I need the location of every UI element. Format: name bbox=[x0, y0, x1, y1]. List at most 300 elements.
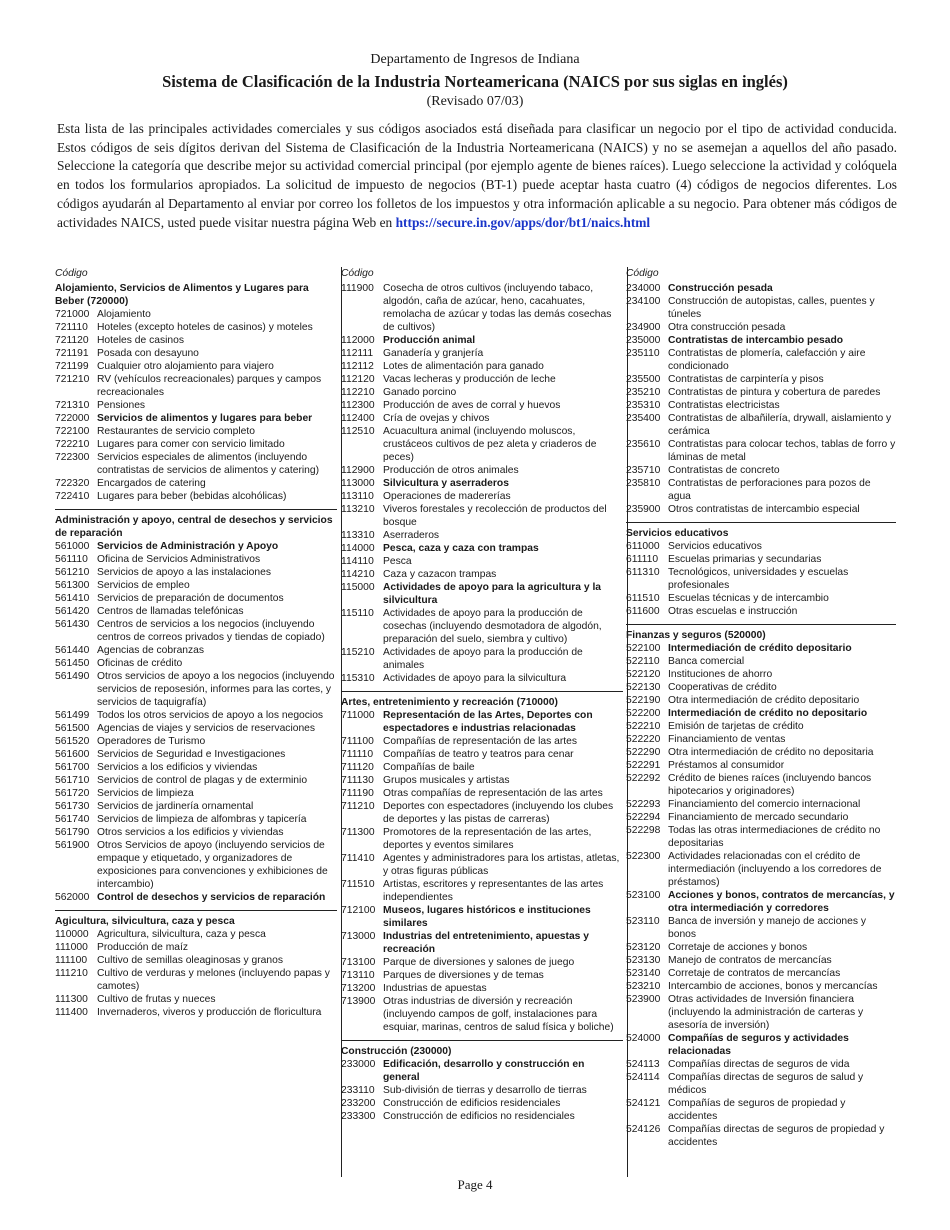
naics-code: 722210 bbox=[55, 439, 90, 450]
naics-entry bbox=[626, 605, 896, 618]
category-section bbox=[55, 282, 337, 507]
naics-description: Servicios de Seguridad e Investigaciones bbox=[97, 749, 286, 760]
naics-code: 561790 bbox=[55, 827, 90, 838]
naics-code: 235000 bbox=[626, 335, 661, 346]
naics-entry bbox=[55, 928, 337, 941]
naics-code: 115000 bbox=[341, 582, 375, 593]
naics-description: Encargados de catering bbox=[97, 478, 206, 489]
naics-code: 561720 bbox=[55, 788, 90, 799]
revision-date: (Revisado 07/03) bbox=[426, 94, 524, 109]
naics-description: Oficinas de crédito bbox=[97, 658, 183, 669]
naics-entry bbox=[341, 1097, 623, 1110]
naics-code: 561500 bbox=[55, 723, 90, 734]
naics-description: Emisión de tarjetas de crédito bbox=[668, 721, 804, 732]
naics-description: Construcción pesada bbox=[668, 283, 773, 294]
naics-entry bbox=[55, 891, 337, 904]
naics-description: Actividades de apoyo para la producción de cosechas (incluyendo desmotadora de algodón, preparación del suelo, siembra y cultivo) bbox=[383, 608, 602, 645]
naics-description: Servicios de Administración y Apoyo bbox=[97, 541, 279, 552]
naics-entry bbox=[626, 720, 896, 733]
category-title: Servicios educativos bbox=[626, 528, 729, 539]
naics-description: Oficina de Servicios Administrativos bbox=[97, 554, 261, 565]
naics-description: Banca comercial bbox=[668, 656, 745, 667]
naics-entry bbox=[55, 412, 337, 425]
naics-entry bbox=[626, 438, 896, 464]
naics-code: 561440 bbox=[55, 645, 90, 656]
naics-entry bbox=[55, 954, 337, 967]
naics-code: 235500 bbox=[626, 374, 661, 385]
naics-entry bbox=[626, 707, 896, 720]
naics-code: 611110 bbox=[626, 554, 659, 565]
naics-description: Contratistas de carpintería y pisos bbox=[668, 374, 824, 385]
naics-entry bbox=[55, 438, 337, 451]
naics-description: Silvicultura y aserraderos bbox=[383, 478, 509, 489]
naics-description: Lotes de alimentación para ganado bbox=[383, 361, 544, 372]
naics-description: Sub-división de tierras y desarrollo de tierras bbox=[383, 1085, 587, 1096]
naics-entry bbox=[626, 980, 896, 993]
naics-description: Artistas, escritores y representantes de las artes independientes bbox=[383, 879, 604, 903]
naics-description: Cosecha de otros cultivos (incluyendo tabaco, algodón, caña de azúcar, heno, cacahuates, remolacha de azúcar y todas las demás cosechas de cultivos) bbox=[383, 283, 612, 333]
naics-entry bbox=[341, 930, 623, 956]
naics-description: Pesca bbox=[383, 556, 412, 567]
naics-description: Escuelas primarias y secundarias bbox=[668, 554, 822, 565]
category-title: Alojamiento, Servicios de Alimentos y Lugares para Beber (720000) bbox=[55, 283, 309, 307]
naics-entry bbox=[626, 889, 896, 915]
naics-code: 522291 bbox=[626, 760, 661, 771]
naics-entry bbox=[341, 503, 623, 529]
naics-entry bbox=[626, 733, 896, 746]
naics-entry bbox=[626, 347, 896, 373]
naics-code: 112111 bbox=[341, 348, 374, 359]
naics-entry bbox=[341, 761, 623, 774]
naics-description: Cultivo de verduras y melones (incluyendo papas y camotes) bbox=[97, 968, 330, 992]
naics-code: 235400 bbox=[626, 413, 661, 424]
naics-description: Instituciones de ahorro bbox=[668, 669, 773, 680]
naics-entry bbox=[55, 709, 337, 722]
naics-entry bbox=[341, 995, 623, 1034]
category-section bbox=[626, 624, 896, 1153]
naics-code: 711120 bbox=[341, 762, 374, 773]
naics-code: 113310 bbox=[341, 530, 375, 541]
naics-entry bbox=[55, 425, 337, 438]
naics-description: Alojamiento bbox=[97, 309, 151, 320]
naics-entry bbox=[341, 826, 623, 852]
naics-entry bbox=[55, 839, 337, 891]
naics-code: 115210 bbox=[341, 647, 375, 658]
naics-code: 111000 bbox=[55, 942, 88, 953]
department-name: Departamento de Ingresos de Indiana bbox=[370, 52, 580, 67]
naics-entry bbox=[55, 373, 337, 399]
naics-code: 711130 bbox=[341, 775, 374, 786]
category-section bbox=[341, 1040, 623, 1127]
naics-description: Hoteles de casinos bbox=[97, 335, 185, 346]
naics-entry bbox=[55, 618, 337, 644]
naics-entry bbox=[626, 553, 896, 566]
naics-entry bbox=[55, 308, 337, 321]
naics-code: 522220 bbox=[626, 734, 661, 745]
naics-entry bbox=[626, 655, 896, 668]
naics-entry bbox=[341, 709, 623, 735]
naics-code: 522292 bbox=[626, 773, 661, 784]
naics-description: Otras escuelas e instrucción bbox=[668, 606, 798, 617]
naics-code: 711510 bbox=[341, 879, 375, 890]
naics-code: 561000 bbox=[55, 541, 90, 552]
naics-code: 713900 bbox=[341, 996, 376, 1007]
code-column-header: Código bbox=[341, 268, 374, 279]
naics-code: 711410 bbox=[341, 853, 375, 864]
naics-entry bbox=[55, 670, 337, 709]
naics-entry bbox=[341, 464, 623, 477]
naics-entry bbox=[626, 477, 896, 503]
naics-code: 111400 bbox=[55, 1007, 88, 1018]
naics-code: 114210 bbox=[341, 569, 375, 580]
naics-code: 522294 bbox=[626, 812, 661, 823]
naics-description: Producción de aves de corral y huevos bbox=[383, 400, 561, 411]
naics-entry bbox=[55, 490, 337, 503]
naics-code: 233000 bbox=[341, 1059, 376, 1070]
naics-code: 562000 bbox=[55, 892, 90, 903]
naics-code: 110000 bbox=[55, 929, 89, 940]
category-section bbox=[55, 910, 337, 1023]
naics-entry bbox=[626, 386, 896, 399]
naics-description: Tecnológicos, universidades y escuelas profesionales bbox=[668, 567, 849, 591]
naics-description: Otros Servicios de apoyo (incluyendo servicios de empaque y etiquetado, y organizadores de exposiciones para convenciones y exhibiciones de intercambio) bbox=[97, 840, 328, 890]
naics-entry bbox=[341, 399, 623, 412]
naics-code: 522298 bbox=[626, 825, 661, 836]
naics-description: Centros de servicios a los negocios (incluyendo centros de correos privados y tiendas de copiado) bbox=[97, 619, 325, 643]
naics-entry bbox=[55, 566, 337, 579]
naics-code: 721310 bbox=[55, 400, 90, 411]
naics-description: Compañías de seguros de propiedad y accidentes bbox=[668, 1098, 846, 1122]
naics-code: 711000 bbox=[341, 710, 375, 721]
naics-entry bbox=[55, 722, 337, 735]
naics-description: Financiamiento de ventas bbox=[668, 734, 786, 745]
naics-description: Contratistas de plomería, calefacción y aire condicionado bbox=[668, 348, 866, 372]
naics-description: Agencias de cobranzas bbox=[97, 645, 205, 656]
naics-entry bbox=[626, 1123, 896, 1149]
naics-code: 111210 bbox=[55, 968, 88, 979]
naics-entry bbox=[55, 605, 337, 618]
naics-description: Contratistas de intercambio pesado bbox=[668, 335, 844, 346]
naics-description: Operaciones de madererías bbox=[383, 491, 511, 502]
naics-entry bbox=[341, 581, 623, 607]
naics-code: 523100 bbox=[626, 890, 661, 901]
naics-description: Edificación, desarrollo y construcción en general bbox=[383, 1059, 585, 1083]
naics-entry bbox=[626, 503, 896, 516]
naics-description: Compañías de representación de las artes bbox=[383, 736, 578, 747]
naics-code: 722410 bbox=[55, 491, 90, 502]
naics-description: Otra construcción pesada bbox=[668, 322, 786, 333]
naics-entry bbox=[626, 954, 896, 967]
naics-entry bbox=[55, 540, 337, 553]
naics-entry bbox=[55, 993, 337, 1006]
naics-description: Servicios de empleo bbox=[97, 580, 190, 591]
category-section bbox=[626, 522, 896, 622]
naics-code: 235710 bbox=[626, 465, 661, 476]
naics-code: 522110 bbox=[626, 656, 660, 667]
naics-code: 722320 bbox=[55, 478, 90, 489]
naics-code: 561420 bbox=[55, 606, 90, 617]
naics-entry bbox=[341, 800, 623, 826]
naics-code: 561730 bbox=[55, 801, 90, 812]
naics-code: 611310 bbox=[626, 567, 660, 578]
naics-code: 713110 bbox=[341, 970, 375, 981]
naics-code: 722100 bbox=[55, 426, 90, 437]
naics-entry bbox=[626, 941, 896, 954]
naics-code: 713100 bbox=[341, 957, 376, 968]
naics-description: Compañías de teatro y teatros para cenar bbox=[383, 749, 574, 760]
naics-description: Museos, lugares históricos e instituciones similares bbox=[383, 905, 591, 929]
naics-description: Actividades de apoyo para la agricultura y la silvicultura bbox=[383, 582, 602, 606]
naics-code: 522210 bbox=[626, 721, 661, 732]
naics-description: Industrias del entretenimiento, apuestas y recreación bbox=[383, 931, 589, 955]
naics-code: 522100 bbox=[626, 643, 661, 654]
naics-entry bbox=[341, 373, 623, 386]
naics-description: Ganadería y granjería bbox=[383, 348, 484, 359]
naics-description: Compañías de seguros y actividades relacionadas bbox=[668, 1033, 849, 1057]
naics-description: Invernaderos, viveros y producción de floricultura bbox=[97, 1007, 322, 1018]
naics-entry bbox=[626, 746, 896, 759]
naics-description: Compañías directas de seguros de vida bbox=[668, 1059, 850, 1070]
naics-description: Todas las otras intermediaciones de crédito no depositarias bbox=[668, 825, 881, 849]
naics-code: 115310 bbox=[341, 673, 375, 684]
page-title: Sistema de Clasificación de la Industria Norteamericana (NAICS por sus siglas en inglés) bbox=[162, 72, 788, 91]
naics-entry bbox=[626, 772, 896, 798]
naics-description: Vacas lecheras y producción de leche bbox=[383, 374, 556, 385]
naics-description: Otra intermediación de crédito no depositaria bbox=[668, 747, 874, 758]
naics-description: Préstamos al consumidor bbox=[668, 760, 785, 771]
naics-code: 711190 bbox=[341, 788, 374, 799]
code-column-header: Código bbox=[55, 268, 88, 279]
naics-description: Compañías de baile bbox=[383, 762, 475, 773]
naics-code: 235310 bbox=[626, 400, 661, 411]
category-title: Construcción (230000) bbox=[341, 1046, 452, 1057]
naics-entry bbox=[341, 646, 623, 672]
naics-entry bbox=[341, 360, 623, 373]
naics-entry bbox=[55, 321, 337, 334]
naics-code: 561499 bbox=[55, 710, 90, 721]
naics-code: 722000 bbox=[55, 413, 90, 424]
naics-entry bbox=[626, 668, 896, 681]
naics-code: 711210 bbox=[341, 801, 375, 812]
naics-code: 561900 bbox=[55, 840, 90, 851]
naics-entry bbox=[55, 347, 337, 360]
naics-code: 111300 bbox=[55, 994, 88, 1005]
naics-entry bbox=[55, 334, 337, 347]
naics-code: 522120 bbox=[626, 669, 661, 680]
naics-description: Centros de llamadas telefónicas bbox=[97, 606, 244, 617]
naics-description: Corretaje de acciones y bonos bbox=[668, 942, 808, 953]
naics-entry bbox=[55, 451, 337, 477]
naics-entry bbox=[55, 1006, 337, 1019]
code-column-header: Código bbox=[626, 268, 659, 279]
naics-description: Construcción de edificios no residenciales bbox=[383, 1111, 575, 1122]
naics-description: Banca de inversión y manejo de acciones y bonos bbox=[668, 916, 867, 940]
naics-code: 713200 bbox=[341, 983, 376, 994]
naics-entry bbox=[626, 1032, 896, 1058]
naics-entry bbox=[341, 490, 623, 503]
naics-code: 234100 bbox=[626, 296, 661, 307]
naics-description: Industrias de apuestas bbox=[383, 983, 487, 994]
naics-entry bbox=[626, 798, 896, 811]
naics-entry bbox=[341, 1084, 623, 1097]
naics-code: 112120 bbox=[341, 374, 375, 385]
naics-description: Hoteles (excepto hoteles de casinos) y moteles bbox=[97, 322, 313, 333]
naics-description: Servicios de alimentos y lugares para beber bbox=[97, 413, 313, 424]
naics-entry bbox=[626, 566, 896, 592]
naics-description: Control de desechos y servicios de reparación bbox=[97, 892, 326, 903]
naics-entry bbox=[626, 412, 896, 438]
naics-description: Parques de diversiones y de temas bbox=[383, 970, 544, 981]
naics-entry bbox=[626, 399, 896, 412]
naics-description: Contratistas de pintura y cobertura de paredes bbox=[668, 387, 881, 398]
naics-code: 561110 bbox=[55, 554, 88, 565]
naics-code: 561600 bbox=[55, 749, 90, 760]
naics-entry bbox=[55, 579, 337, 592]
naics-description: Pesca, caza y caza con trampas bbox=[383, 543, 539, 554]
naics-description: Pensiones bbox=[97, 400, 146, 411]
category-title: Finanzas y seguros (520000) bbox=[626, 630, 766, 641]
naics-entry bbox=[626, 334, 896, 347]
naics-entry bbox=[626, 464, 896, 477]
naics-entry bbox=[55, 592, 337, 605]
naics-description: Agencias de viajes y servicios de reservaciones bbox=[97, 723, 316, 734]
naics-entry bbox=[55, 826, 337, 839]
naics-description: Producción de otros animales bbox=[383, 465, 519, 476]
naics-code: 721110 bbox=[55, 322, 88, 333]
naics-code: 561490 bbox=[55, 671, 90, 682]
naics-code: 721000 bbox=[55, 309, 90, 320]
naics-entry bbox=[626, 1097, 896, 1123]
naics-code: 523130 bbox=[626, 955, 661, 966]
naics-code: 114000 bbox=[341, 543, 375, 554]
naics-description: Representación de las Artes, Deportes con espectadores e industrias relacionadas bbox=[383, 710, 593, 734]
naics-description: Cooperativas de crédito bbox=[668, 682, 777, 693]
naics-code: 113110 bbox=[341, 491, 374, 502]
naics-code: 235210 bbox=[626, 387, 661, 398]
naics-entry bbox=[55, 787, 337, 800]
naics-code: 113000 bbox=[341, 478, 375, 489]
naics-entry bbox=[55, 813, 337, 826]
naics-entry bbox=[341, 425, 623, 464]
naics-entry bbox=[626, 759, 896, 772]
naics-description: Posada con desayuno bbox=[97, 348, 199, 359]
naics-description: Restaurantes de servicio completo bbox=[97, 426, 255, 437]
column-2 bbox=[341, 267, 628, 1177]
naics-code: 522200 bbox=[626, 708, 661, 719]
naics-description: Lugares para comer con servicio limitado bbox=[97, 439, 285, 450]
naics-code: 115110 bbox=[341, 608, 374, 619]
naics-entry bbox=[626, 1058, 896, 1071]
naics-entry bbox=[626, 967, 896, 980]
naics-description: Servicios de limpieza bbox=[97, 788, 194, 799]
naics-description: Lugares para beber (bebidas alcohólicas) bbox=[97, 491, 287, 502]
naics-entry bbox=[55, 748, 337, 761]
naics-description: Manejo de contratos de mercancías bbox=[668, 955, 832, 966]
naics-code: 234900 bbox=[626, 322, 661, 333]
naics-description: Acciones y bonos, contratos de mercancías, y otra intermediación y corredores bbox=[668, 890, 895, 914]
naics-entry bbox=[341, 878, 623, 904]
column-3 bbox=[626, 267, 896, 1177]
naics-entry bbox=[626, 681, 896, 694]
naics-description: Servicios educativos bbox=[668, 541, 762, 552]
naics-entry bbox=[55, 657, 337, 670]
naics-entry bbox=[341, 969, 623, 982]
naics-code: 112900 bbox=[341, 465, 375, 476]
naics-description: Actividades relacionadas con el crédito de intermediación (incluyendo a los corredores de préstamos) bbox=[668, 851, 882, 888]
naics-description: Todos los otros servicios de apoyo a los negocios bbox=[97, 710, 324, 721]
naics-code: 711300 bbox=[341, 827, 375, 838]
naics-link[interactable]: https://secure.in.gov/apps/dor/bt1/naics.html bbox=[395, 214, 651, 230]
naics-description: Otros servicios a los edificios y viviendas bbox=[97, 827, 284, 838]
naics-code: 112300 bbox=[341, 400, 375, 411]
naics-description: Contratistas de albañilería, drywall, aislamiento y cerámica bbox=[668, 413, 892, 437]
naics-code: 713000 bbox=[341, 931, 376, 942]
naics-description: Servicios de apoyo a las instalaciones bbox=[97, 567, 272, 578]
naics-code: 611000 bbox=[626, 541, 660, 552]
naics-description: Construcción de autopistas, calles, puentes y túneles bbox=[668, 296, 875, 320]
naics-description: Otras actividades de Inversión financiera (incluyendo la administración de carteras y asesoría de inversión) bbox=[668, 994, 864, 1031]
naics-entry bbox=[341, 555, 623, 568]
naics-code: 523900 bbox=[626, 994, 661, 1005]
naics-description: Actividades de apoyo para la producción de animales bbox=[383, 647, 583, 671]
naics-entry bbox=[341, 347, 623, 360]
naics-entry bbox=[626, 1071, 896, 1097]
naics-entry bbox=[55, 399, 337, 412]
naics-entry bbox=[341, 334, 623, 347]
naics-entry bbox=[341, 672, 623, 685]
naics-description: Corretaje de contratos de mercancías bbox=[668, 968, 841, 979]
naics-entry bbox=[55, 735, 337, 748]
category-section bbox=[626, 282, 896, 520]
naics-entry bbox=[626, 321, 896, 334]
naics-description: Crédito de bienes raíces (incluyendo bancos hipotecarios y originadores) bbox=[668, 773, 872, 797]
naics-code: 112000 bbox=[341, 335, 375, 346]
naics-entry bbox=[55, 360, 337, 373]
naics-description: Producción de maíz bbox=[97, 942, 189, 953]
naics-code: 233200 bbox=[341, 1098, 376, 1109]
naics-description: Financiamiento del comercio internacional bbox=[668, 799, 861, 810]
naics-code: 522293 bbox=[626, 799, 661, 810]
naics-description: Grupos musicales y artistas bbox=[383, 775, 510, 786]
naics-code: 112112 bbox=[341, 361, 374, 372]
naics-entry bbox=[626, 642, 896, 655]
naics-code: 721210 bbox=[55, 374, 90, 385]
naics-code: 235900 bbox=[626, 504, 661, 515]
naics-description: Parque de diversiones y salones de juego bbox=[383, 957, 575, 968]
naics-code: 524114 bbox=[626, 1072, 660, 1083]
naics-code: 561700 bbox=[55, 762, 90, 773]
naics-code: 611510 bbox=[626, 593, 660, 604]
naics-code: 522300 bbox=[626, 851, 661, 862]
category-section bbox=[55, 509, 337, 908]
naics-entry bbox=[341, 529, 623, 542]
category-title: Artes, entretenimiento y recreación (710000) bbox=[341, 697, 558, 708]
naics-code: 561740 bbox=[55, 814, 90, 825]
naics-entry bbox=[626, 811, 896, 824]
naics-code: 561300 bbox=[55, 580, 90, 591]
naics-code: 524126 bbox=[626, 1124, 661, 1135]
naics-description: Otras industrias de diversión y recreación (incluyendo campos de golf, instalaciones para esquiar, marinas, centros de salud física y boliche) bbox=[383, 996, 614, 1033]
naics-description: Ganado porcino bbox=[383, 387, 457, 398]
naics-code: 523210 bbox=[626, 981, 661, 992]
naics-code: 721120 bbox=[55, 335, 89, 346]
naics-code: 524000 bbox=[626, 1033, 661, 1044]
naics-code: 561210 bbox=[55, 567, 90, 578]
naics-code: 112400 bbox=[341, 413, 375, 424]
naics-description: Compañías directas de seguros de salud y médicos bbox=[668, 1072, 864, 1096]
naics-description: Otras compañías de representación de las artes bbox=[383, 788, 603, 799]
naics-entry bbox=[55, 553, 337, 566]
